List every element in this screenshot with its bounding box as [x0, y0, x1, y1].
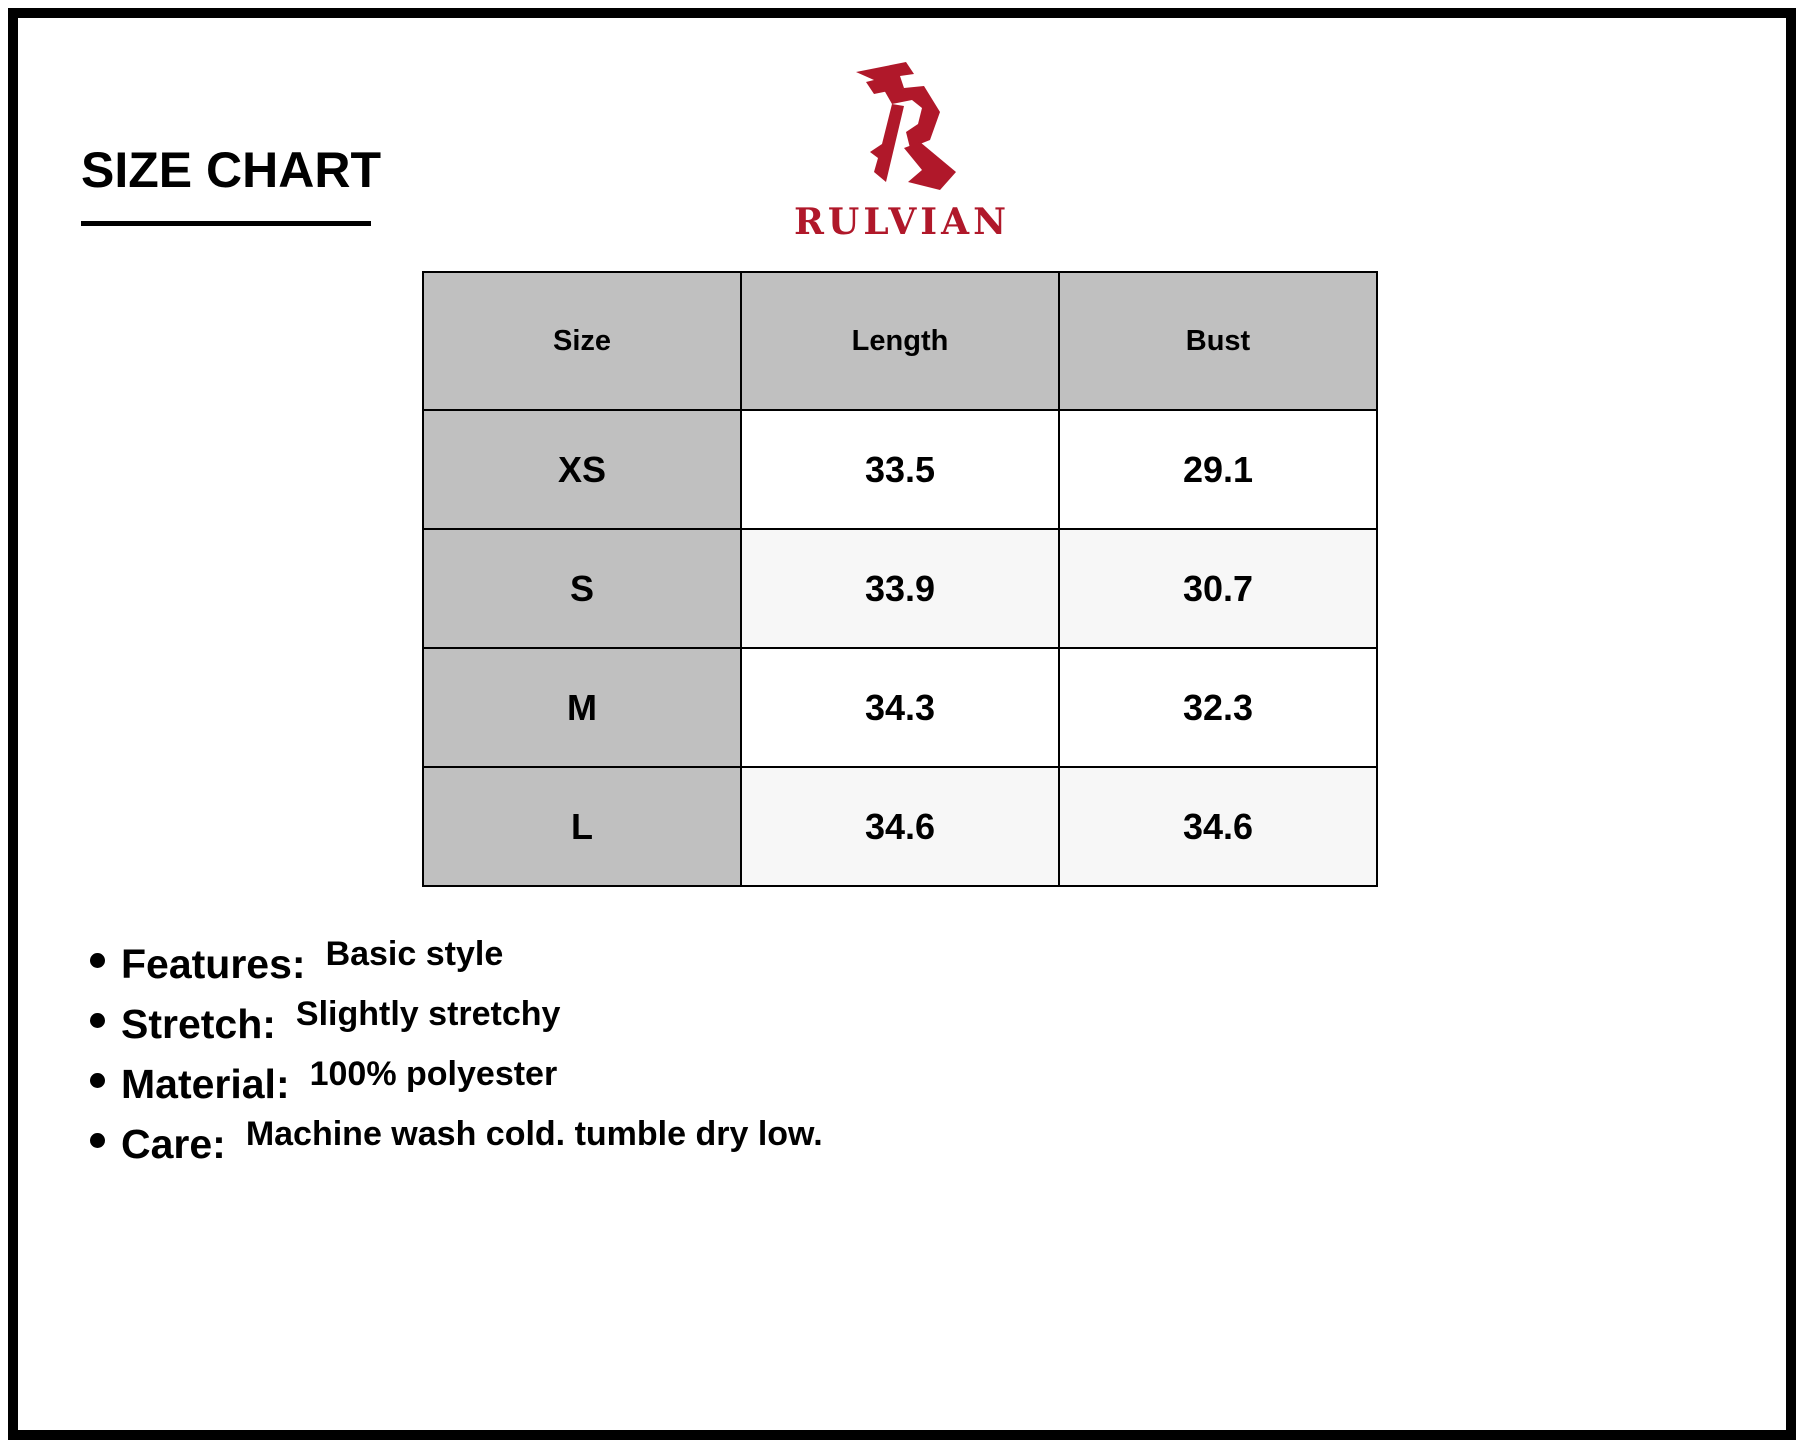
feature-label: Stretch: [121, 1001, 276, 1047]
length-cell: 34.6 [741, 767, 1059, 886]
column-header-length: Length [741, 272, 1059, 410]
bust-cell: 32.3 [1059, 648, 1377, 767]
list-item [90, 935, 823, 995]
list-item [90, 995, 823, 1055]
feature-label: Material: [121, 1061, 290, 1107]
feature-value: 100% polyester [309, 1055, 558, 1093]
size-cell: M [423, 648, 741, 767]
bullet-icon [90, 953, 105, 968]
bullet-icon [90, 1133, 105, 1148]
bust-cell: 30.7 [1059, 529, 1377, 648]
size-cell: XS [423, 410, 741, 529]
list-item [90, 1115, 823, 1175]
length-cell: 33.5 [741, 410, 1059, 529]
list-item [90, 1055, 823, 1115]
brand-logo [777, 62, 1027, 252]
feature-label: Care: [121, 1121, 226, 1167]
feature-value: Basic style [325, 935, 504, 973]
table-row [423, 529, 1377, 648]
column-header-bust: Bust [1059, 272, 1377, 410]
brand-r-logo-icon [844, 62, 964, 202]
table-row [423, 767, 1377, 886]
length-cell: 33.9 [741, 529, 1059, 648]
column-header-size: Size [423, 272, 741, 410]
size-cell: S [423, 529, 741, 648]
size-table [422, 271, 1378, 887]
feature-value: Machine wash cold. tumble dry low. [245, 1115, 823, 1153]
table-row [423, 410, 1377, 529]
title-underline [81, 221, 371, 226]
bust-cell: 34.6 [1059, 767, 1377, 886]
table-row [423, 648, 1377, 767]
brand-name: RULVIAN [794, 201, 1010, 243]
bullet-icon [90, 1073, 105, 1088]
bust-cell: 29.1 [1059, 410, 1377, 529]
feature-value: Slightly stretchy [295, 995, 561, 1033]
length-cell: 34.3 [741, 648, 1059, 767]
feature-list [90, 935, 823, 1175]
size-cell: L [423, 767, 741, 886]
page-title: SIZE CHART [81, 142, 381, 198]
feature-label: Features: [121, 941, 306, 987]
table-header-row [423, 272, 1377, 410]
bullet-icon [90, 1013, 105, 1028]
